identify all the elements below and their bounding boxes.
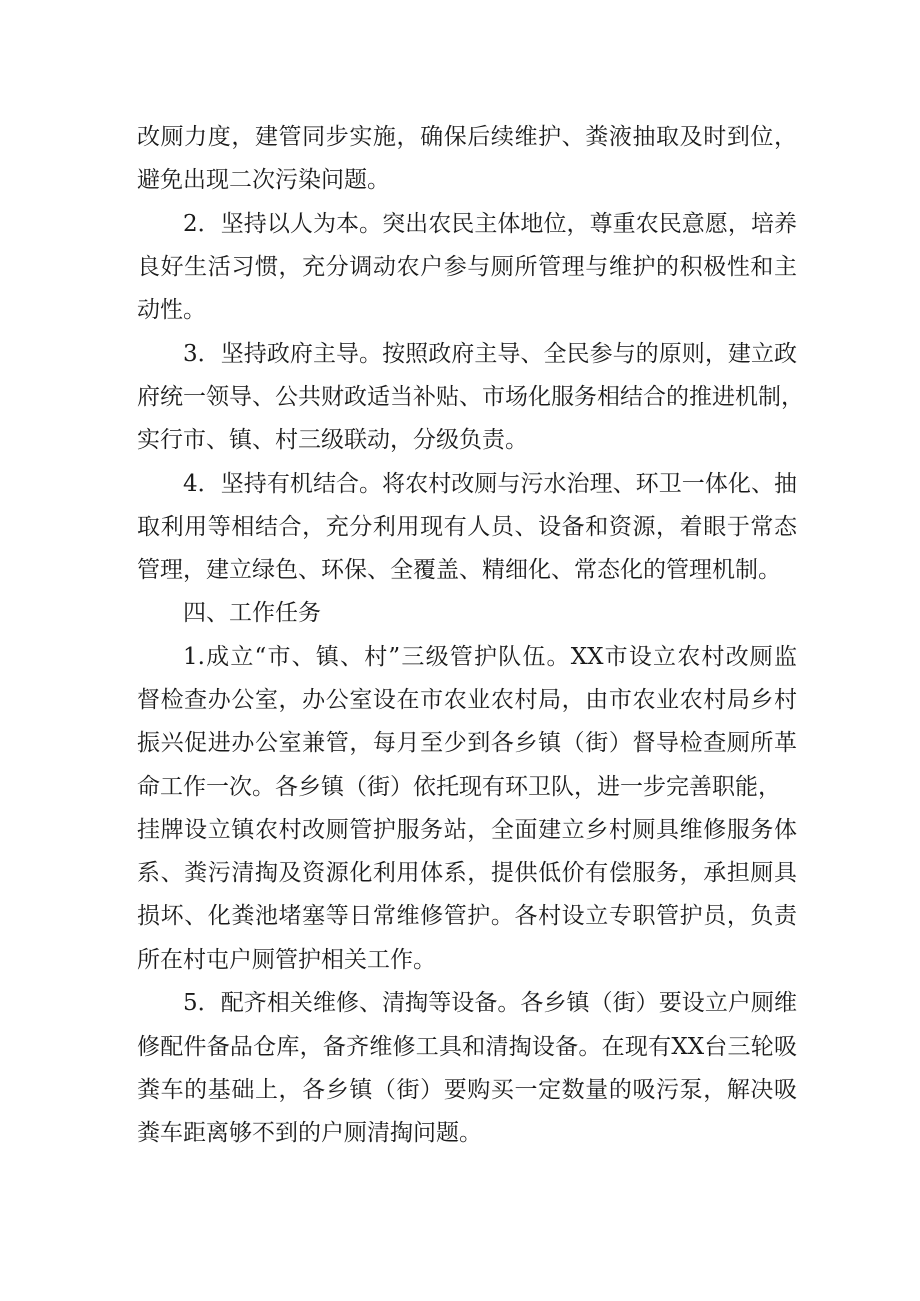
text-line: 所在村屯户厕管护相关工作。 — [137, 947, 436, 973]
text-line: 系、粪污清掏及资源化利用体系，提供低价有偿服务，承担厕具 — [137, 860, 797, 886]
text-line: 命工作一次。各乡镇（街）依托现有环卫队，进一步完善职能， — [137, 774, 781, 800]
text-line: 避免出现二次污染问题。 — [137, 167, 390, 193]
text-line: 改厕力度，建管同步实施，确保后续维护、粪液抽取及时到位， — [137, 124, 797, 150]
text-line: 取利用等相结合，充分利用现有人员、设备和资源，着眼于常态 — [137, 514, 797, 540]
text-line: 挂牌设立镇农村改厕管护服务站，全面建立乡村厕具维修服务体 — [137, 817, 797, 843]
text-line: 1.成立“市、镇、村”三级管护队伍。XX市设立农村改厕监 — [183, 644, 797, 670]
text-line: 粪车的基础上，各乡镇（街）要购买一定数量的吸污泵，解决吸 — [137, 1077, 797, 1103]
text-line: 振兴促进办公室兼管，每月至少到各乡镇（街）督导检查厕所革 — [137, 730, 797, 756]
text-line: 府统一领导、公共财政适当补贴、市场化服务相结合的推进机制， — [137, 384, 804, 410]
text-line: 管理，建立绿色、环保、全覆盖、精细化、常态化的管理机制。 — [137, 557, 781, 583]
text-line: 修配件备品仓库，备齐维修工具和清掏设备。在现有XX台三轮吸 — [137, 1034, 797, 1060]
text-line: 督检查办公室，办公室设在市农业农村局，由市农业农村局乡村 — [137, 687, 797, 713]
text-line: 损坏、化粪池堵塞等日常维修管护。各村设立专职管护员，负责 — [137, 903, 797, 929]
text-line: 4．坚持有机结合。将农村改厕与污水治理、环卫一体化、抽 — [183, 471, 797, 497]
text-line: 5．配齐相关维修、清掏等设备。各乡镇（街）要设立户厕维 — [183, 990, 797, 1016]
text-line: 3．坚持政府主导。按照政府主导、全民参与的原则，建立政 — [183, 341, 797, 367]
text-line: 动性。 — [137, 297, 206, 323]
section-heading: 四、工作任务 — [183, 600, 321, 626]
text-line: 良好生活习惯，充分调动农户参与厕所管理与维护的积极性和主 — [137, 254, 797, 280]
text-line: 实行市、镇、村三级联动，分级负责。 — [137, 427, 528, 453]
text-line: 粪车距离够不到的户厕清掏问题。 — [137, 1120, 482, 1146]
text-line: 2．坚持以人为本。突出农民主体地位，尊重农民意愿，培养 — [183, 211, 797, 237]
